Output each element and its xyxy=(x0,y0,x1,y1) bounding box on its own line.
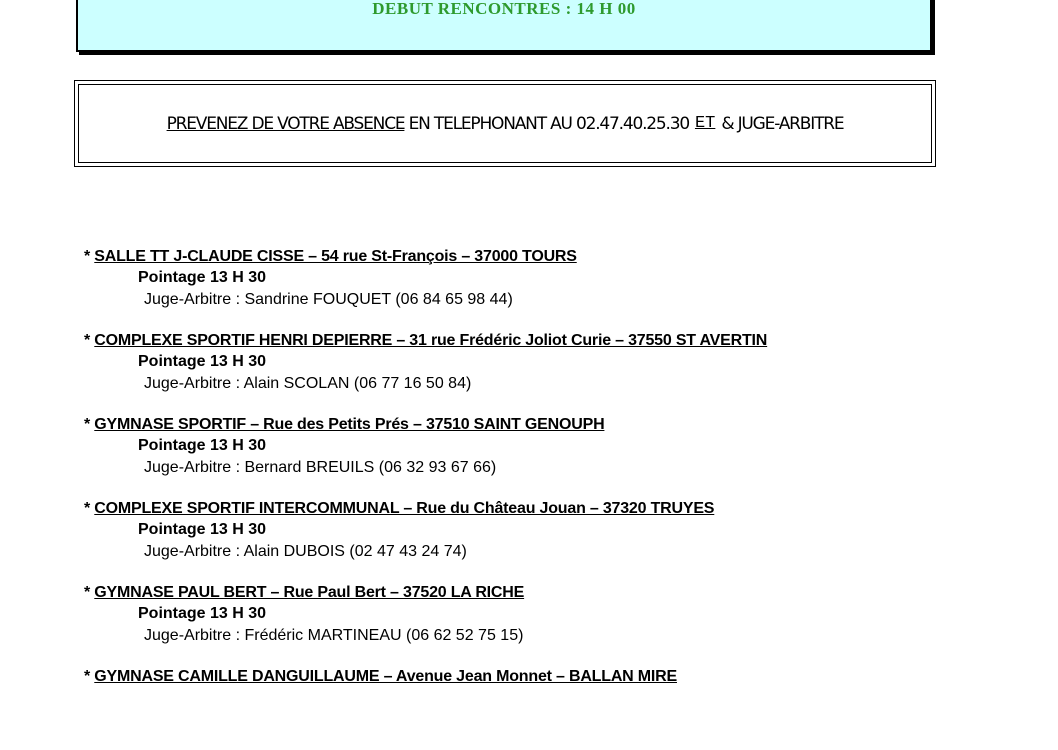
venue-item xyxy=(84,582,984,666)
venue-pointage: Pointage 13 H 30 xyxy=(138,353,267,370)
venue-title xyxy=(84,498,984,519)
venue-pointage: Pointage 13 H 30 xyxy=(138,605,267,622)
notice-et: ET xyxy=(694,114,716,133)
notice-part-1: PREVENEZ DE VOTRE ABSENCE xyxy=(166,113,405,134)
venue-title xyxy=(84,582,984,603)
venue-referee: Juge-Arbitre : Sandrine FOUQUET (06 84 65 98 44) xyxy=(144,291,513,308)
venue-title xyxy=(84,414,984,435)
venue-title-text: GYMNASE PAUL BERT – Rue Paul Bert – 37520 LA RICHE xyxy=(94,584,525,601)
venue-bullet: * xyxy=(84,332,95,349)
venue-bullet: * xyxy=(84,248,95,265)
venue-title-text: GYMNASE CAMILLE DANGUILLAUME – Avenue Jean Monnet – BALLAN MIRE xyxy=(94,668,677,685)
venue-item xyxy=(84,666,984,750)
absence-notice xyxy=(78,84,932,163)
venue-title-text: GYMNASE SPORTIF – Rue des Petits Prés – 37510 SAINT GENOUPH xyxy=(94,416,605,433)
venue-title xyxy=(84,666,984,687)
start-time: DEBUT RENCONTRES : 14 H 00 xyxy=(372,0,636,18)
venue-item xyxy=(84,498,984,582)
venue-pointage: Pointage 13 H 30 xyxy=(138,437,267,454)
venue-referee: Juge-Arbitre : Bernard BREUILS (06 32 93 67 66) xyxy=(144,459,497,476)
venue-pointage: Pointage 13 H 30 xyxy=(138,521,267,538)
venue-item xyxy=(84,246,984,330)
venue-pointage: Pointage 13 H 30 xyxy=(138,269,267,286)
venue-title-text: SALLE TT J-CLAUDE CISSE – 54 rue St-François – 37000 TOURS xyxy=(94,248,577,265)
venue-bullet: * xyxy=(84,668,95,685)
venue-referee: Juge-Arbitre : Alain SCOLAN (06 77 16 50 84) xyxy=(144,375,472,392)
venue-title-text: COMPLEXE SPORTIF INTERCOMMUNAL – Rue du Château Jouan – 37320 TRUYES xyxy=(94,500,715,517)
venue-title xyxy=(84,330,984,351)
venue-title-text: COMPLEXE SPORTIF HENRI DEPIERRE – 31 rue Frédéric Joliot Curie – 37550 ST AVERTIN xyxy=(94,332,768,349)
venue-bullet: * xyxy=(84,584,95,601)
venue-list xyxy=(84,246,984,750)
absence-notice-box xyxy=(74,80,936,167)
venue-referee: Juge-Arbitre : Frédéric MARTINEAU (06 62 52 75 15) xyxy=(144,627,524,644)
notice-part-3: & JUGE-ARBITRE xyxy=(721,113,844,134)
schedule-box xyxy=(76,0,932,52)
venue-referee: Juge-Arbitre : Alain DUBOIS (02 47 43 24 74) xyxy=(144,543,467,560)
venue-title xyxy=(84,246,984,267)
notice-part-2: EN TELEPHONANT AU 02.47.40.25.30 xyxy=(408,113,689,134)
venue-item xyxy=(84,414,984,498)
venue-item xyxy=(84,330,984,414)
venue-bullet: * xyxy=(84,500,95,517)
venue-bullet: * xyxy=(84,416,95,433)
